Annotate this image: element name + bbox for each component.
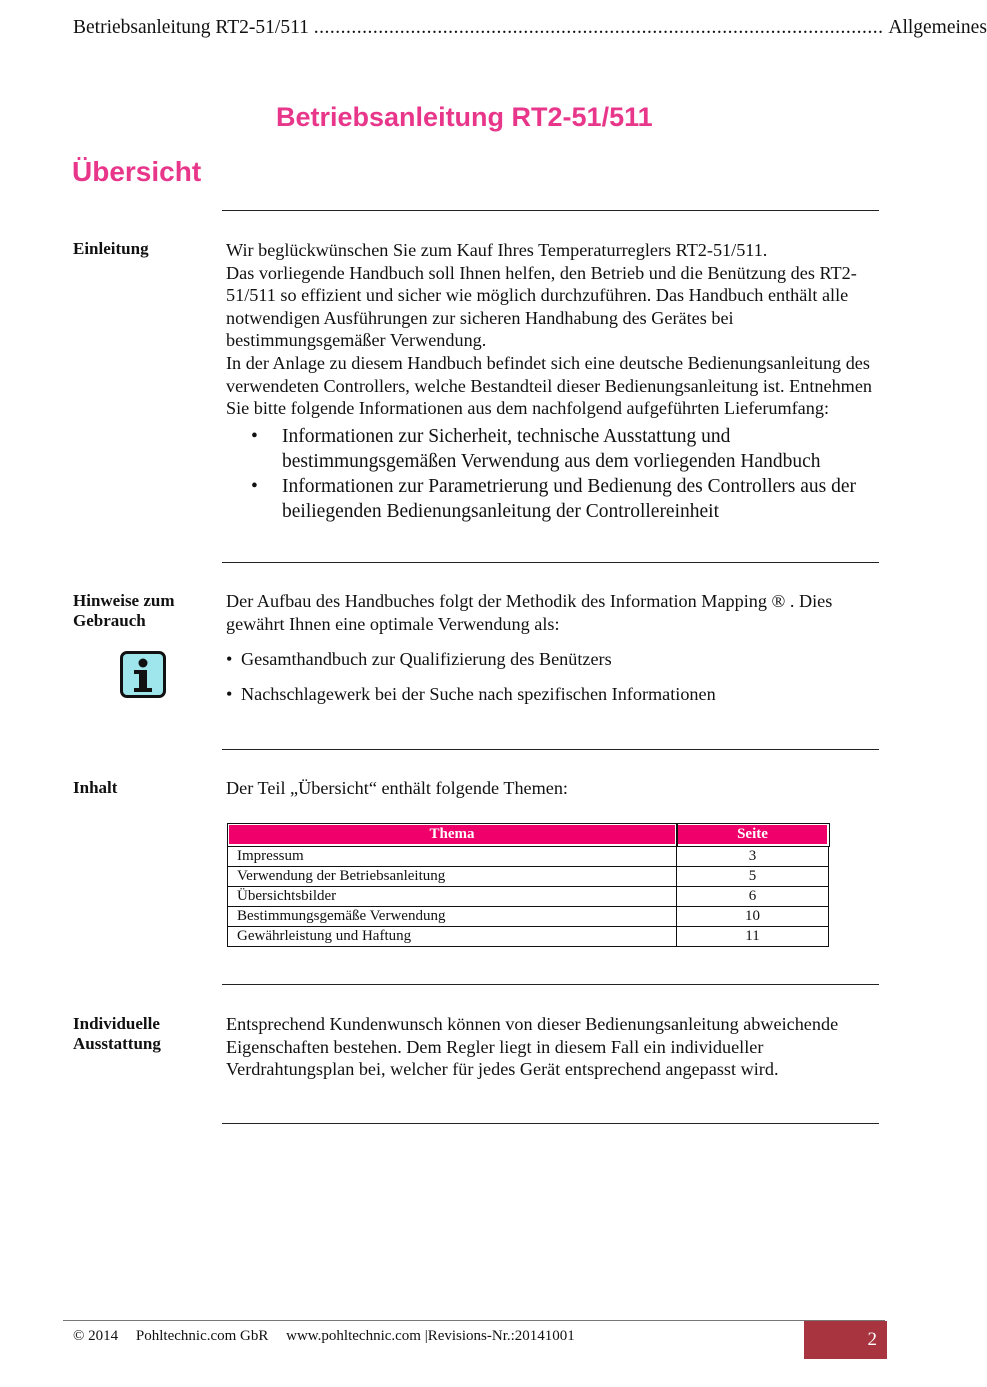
divider — [222, 984, 879, 985]
header-left: Betriebsanleitung RT2-51/511 — [73, 17, 309, 38]
header-dots: .......................................................................................................... — [313, 17, 884, 38]
table-cell: 3 — [677, 846, 829, 867]
table-cell: 10 — [677, 907, 829, 927]
paragraph: Der Aufbau des Handbuches folgt der Methodik des Information Mapping ® . Dies gewährt Ihnen eine optimale Verwendung als: — [226, 591, 833, 634]
divider — [222, 562, 879, 563]
table-cell: Verwendung der Betriebsanleitung — [228, 867, 677, 887]
list-item: • Informationen zur Sicherheit, technische Ausstattung und bestimmungsgemäßen Verwendung aus dem vorliegenden Handbuch — [282, 424, 876, 474]
divider — [222, 210, 879, 211]
table-cell: Übersichtsbilder — [228, 887, 677, 907]
topics-table — [226, 822, 830, 947]
table-row — [228, 887, 829, 907]
column-header-thema: Thema — [228, 824, 677, 846]
page-number: 2 — [804, 1321, 887, 1359]
list-item: • Nachschlagewerk bei der Suche nach spezifischen Informationen — [226, 683, 876, 705]
footer-rule — [63, 1320, 885, 1321]
table-header-row — [228, 824, 829, 846]
column-header-seite: Seite — [677, 824, 829, 846]
header-right: Allgemeines — [888, 17, 987, 38]
table-cell: 11 — [677, 927, 829, 947]
label-inhalt: Inhalt — [73, 778, 118, 797]
label-ausstattung: Individuelle Ausstattung — [73, 1014, 161, 1053]
footer-revision: www.pohltechnic.com |Revisions-Nr.:20141001 — [286, 1328, 575, 1344]
einleitung-bullets — [226, 424, 876, 524]
label-hinweise: Hinweise zum Gebrauch — [73, 591, 175, 630]
table-cell: 5 — [677, 867, 829, 887]
footer — [73, 1328, 589, 1345]
paragraph: Wir beglückwünschen Sie zum Kauf Ihres Temperaturreglers RT2-51/511. — [226, 240, 768, 260]
label-einleitung: Einleitung — [73, 239, 149, 258]
ausstattung-text — [226, 1013, 876, 1081]
paragraph: In der Anlage zu diesem Handbuch befindet sich eine deutsche Bedienungsanleitung des verwendeten Controllers, welche Bestandteil dieser Bedienungsanleitung ist. Entnehmen Sie bitte folgende Informationen aus dem nachfolgend aufgeführten Lieferumfang: — [226, 352, 872, 419]
document-title: Betriebsanleitung RT2-51/511 — [276, 102, 653, 132]
einleitung-text — [226, 239, 876, 524]
inhalt-intro: Der Teil „Übersicht“ enthält folgende Themen: — [226, 778, 568, 798]
running-header — [73, 16, 987, 40]
divider — [222, 749, 879, 750]
section-title: Übersicht — [72, 156, 202, 187]
divider — [222, 1123, 879, 1124]
table-cell: Gewährleistung und Haftung — [228, 927, 677, 947]
footer-company: Pohltechnic.com GbR — [135, 1328, 269, 1344]
list-item: • Informationen zur Parametrierung und Bedienung des Controllers aus der beiliegenden Bedienungsanleitung der Controllereinheit — [282, 474, 876, 524]
table-row — [228, 846, 829, 867]
hinweise-bullets — [226, 648, 876, 705]
info-icon — [120, 651, 166, 698]
footer-copyright: © 2014 — [73, 1328, 119, 1344]
table-row — [228, 927, 829, 947]
table-cell: Impressum — [228, 846, 677, 867]
hinweise-text — [226, 590, 876, 705]
table-row — [228, 907, 829, 927]
table-cell: 6 — [677, 887, 829, 907]
table-row — [228, 867, 829, 887]
list-item: • Gesamthandbuch zur Qualifizierung des Benützers — [226, 648, 876, 670]
paragraph: Entsprechend Kundenwunsch können von dieser Bedienungsanleitung abweichende Eigenschaften bestehen. Dem Regler liegt in diesem Fall ein individueller Verdrahtungsplan bei, welcher für jedes Gerät entsprechend angepasst wird. — [226, 1014, 839, 1080]
table-cell: Bestimmungsgemäße Verwendung — [228, 907, 677, 927]
paragraph: Das vorliegende Handbuch soll Ihnen helfen, den Betrieb und die Benützung des RT2-51/511 so effizient und sicher wie möglich durchzuführen. Das Handbuch enthält alle notwendigen Ausführungen zur sicheren Handhabung des Gerätes bei bestimmungsgemäßer Verwendung. — [226, 262, 857, 351]
